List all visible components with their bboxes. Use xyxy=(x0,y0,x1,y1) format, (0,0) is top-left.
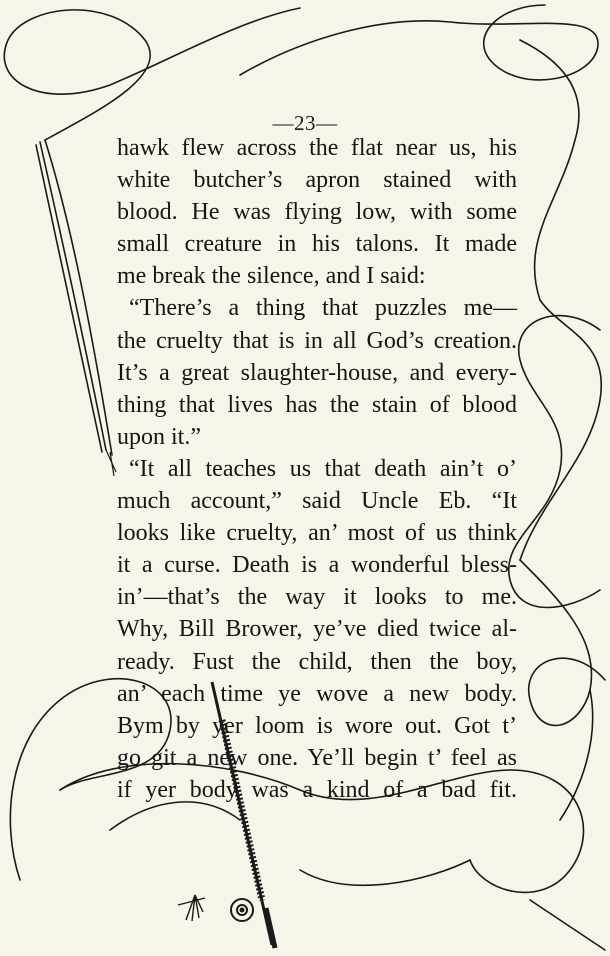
text-line: Bym by yer loom is wore out. Got t’ xyxy=(117,712,517,739)
text-line: thing that lives has the stain of blood xyxy=(117,391,517,418)
text-line: in’—that’s the way it looks to me. xyxy=(117,584,517,611)
text-line: looks like cruelty, an’ most of us think xyxy=(117,520,517,547)
text-line: white butcher’s apron stained with xyxy=(117,167,517,194)
text-line: me break the silence, and I said: xyxy=(117,263,426,290)
fishing-reel-icon xyxy=(231,899,253,921)
text-line: “It all teaches us that death ain’t o’ xyxy=(129,455,517,482)
text-line: the cruelty that is in all God’s creation. xyxy=(117,327,517,354)
text-line: ready. Fust the child, then the boy, xyxy=(117,648,517,675)
text-line: It’s a great slaughter-house, and every- xyxy=(117,359,517,386)
text-line: go git a new one. Ye’ll begin t’ feel as xyxy=(117,744,517,771)
text-line: “There’s a thing that puzzles me— xyxy=(129,295,517,322)
text-line: if yer body was a kind of a bad fit. xyxy=(117,776,517,803)
body-text xyxy=(117,132,517,806)
text-line: it a curse. Death is a wonderful bless- xyxy=(117,552,517,579)
text-line: small creature in his talons. It made xyxy=(117,231,517,258)
text-line: Why, Bill Brower, ye’ve died twice al- xyxy=(117,616,517,643)
text-line: an’ each time ye wove a new body. xyxy=(117,680,517,707)
text-line: much account,” said Uncle Eb. “It xyxy=(117,488,517,515)
text-line: upon it.” xyxy=(117,423,201,450)
page-number: —23— xyxy=(272,111,338,135)
fishing-fly-icon xyxy=(178,895,205,921)
text-line: blood. He was flying low, with some xyxy=(117,199,517,226)
text-line: hawk flew across the flat near us, his xyxy=(117,135,517,161)
